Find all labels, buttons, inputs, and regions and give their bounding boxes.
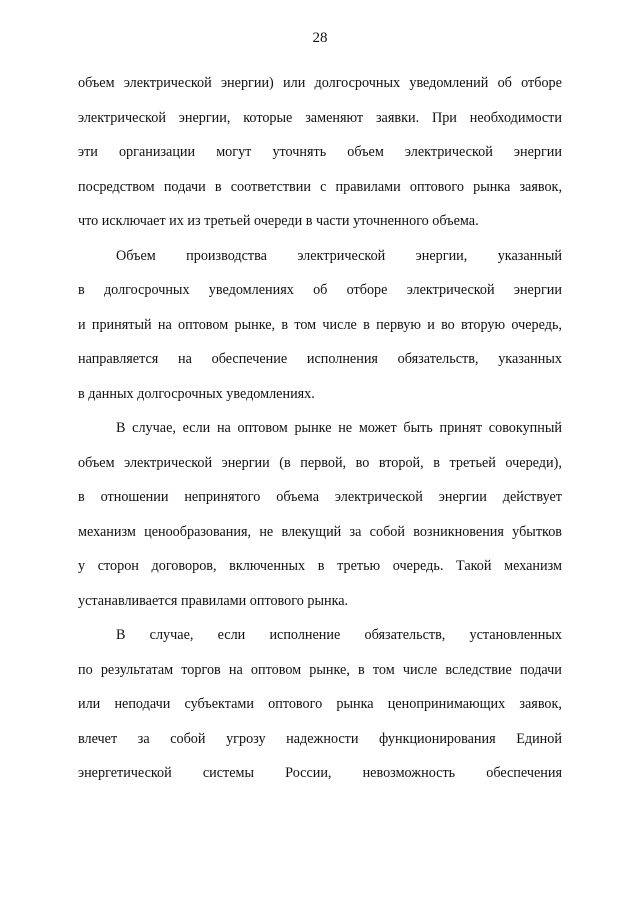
word: очередь. [392,558,444,574]
word: заявок, [519,696,562,712]
word: отношении [100,489,169,505]
word: исполнение [269,627,341,643]
word: том [372,661,395,678]
word: если [182,420,211,436]
text-line: в данных долгосрочных уведомлениях. [78,385,315,402]
word: объем [78,454,115,471]
text-line [78,170,562,205]
text-line [78,480,562,515]
word: энергии) [220,75,274,91]
word: с [320,178,327,195]
word: (в [279,454,291,471]
page-number: 28 [312,30,328,46]
word: отборе [346,282,388,298]
paragraph [78,239,562,412]
word: исполнения [306,351,378,367]
word: установленных [469,627,562,643]
word: если [217,627,246,643]
word: в [78,489,85,505]
word: ценопринимающих [387,696,506,712]
word: электрической [406,282,495,298]
text-line [78,308,562,343]
word: оптовом [250,661,302,678]
word: неподачи [114,696,171,712]
word: за [137,730,150,747]
word: не [338,420,353,436]
word: могут [216,144,252,160]
word: объема [276,489,319,505]
word: влечет [78,730,118,747]
word: первой, [300,454,347,471]
word: Единой [516,730,562,747]
body-text [78,66,562,791]
word: включенных [229,558,306,574]
word: и [78,316,86,333]
word: посредством [78,178,155,195]
word: том [294,316,317,333]
word: числе [402,661,438,678]
word: заменяют [305,109,364,126]
word: Такой [456,558,492,574]
word: надежности [286,730,359,747]
text-line [78,756,562,791]
word: долгосрочных [103,282,190,298]
word: организации [118,144,196,160]
word: в [281,316,289,333]
word: В [116,420,126,436]
word: рынке, [309,661,350,678]
word: случае, [132,420,176,436]
word: В [116,627,126,643]
word: указанных [498,351,562,367]
word: очереди), [505,454,562,471]
word: ценообразования, [144,523,252,540]
word: убытков [512,523,562,540]
word: уведомлений [409,75,489,91]
word: собой [369,523,405,540]
word: оптовом [237,420,288,436]
paragraph [78,618,562,791]
word: в [433,454,440,471]
word: второй, [378,454,424,471]
word: рынке, [234,316,276,333]
word: или [283,75,306,91]
word: у [78,558,86,574]
word: При [431,109,457,126]
word: обязательств, [397,351,479,367]
paragraph [78,411,562,618]
word: сторон [97,558,139,574]
word: в [317,558,325,574]
word: об [497,75,512,91]
word: третью [337,558,381,574]
word: энергии, [178,109,231,126]
word: механизм [78,523,136,540]
text-line [78,101,562,136]
text-line [78,618,562,653]
word: объем [347,144,384,160]
word: правилами [335,178,401,195]
word: на [228,661,243,678]
word: электрической [334,489,423,505]
word: во [441,316,455,333]
word: подачи [163,178,206,195]
word: России, [285,765,332,781]
word: непринятого [184,489,261,505]
word: энергетической [78,765,172,781]
text-line [78,135,562,170]
word: или [78,696,101,712]
word: которые [243,109,293,126]
word: энергии [513,144,562,160]
word: в [363,316,370,333]
word: третьей [449,454,496,471]
text-line: устанавливается правилами оптового рынка. [78,592,349,609]
word: функционирования [379,730,496,747]
word: объем [78,75,115,91]
text-line [78,446,562,481]
word: договоров, [151,558,217,574]
word: числе [322,316,357,333]
text-line [78,722,562,757]
word: на [216,420,231,436]
word: указанный [497,247,562,264]
text-line [78,411,562,446]
word: обеспечение [211,351,288,367]
word: энергии [513,282,562,298]
paragraph [78,66,562,239]
text-line [78,239,562,274]
word: собой [170,730,206,747]
word: производства [186,247,267,264]
word: совокупный [488,420,562,436]
word: принят [439,420,483,436]
word: электрической [124,454,213,471]
word: по [78,661,93,678]
word: результатам [100,661,174,678]
word: обязательств, [364,627,446,643]
word: вследствие [445,661,512,678]
word: обеспечения [486,765,562,781]
word: заявки. [375,109,420,126]
word: соответствии [230,178,311,195]
word: в [358,661,365,678]
word: необходимости [469,109,562,126]
word: эти [78,144,98,160]
text-line [78,273,562,308]
word: оптового [409,178,464,195]
word: оптового [268,696,323,712]
word: подачи [519,661,562,678]
word: во [355,454,370,471]
word: случае, [149,627,194,643]
word: в [78,282,85,298]
text-line [78,515,562,550]
word: и [427,316,435,333]
word: вторую [461,316,506,333]
word: энергии [438,489,487,505]
word: отборе [521,75,562,91]
text-line [78,653,562,688]
word: торгов [181,661,221,678]
word: заявок, [519,178,562,195]
word: в [214,178,222,195]
word: электрической [297,247,386,264]
word: уведомлениях [208,282,294,298]
word: очередь, [511,316,562,333]
word: механизм [504,558,562,574]
word: невозможность [362,765,456,781]
text-line [78,342,562,377]
word: рынке [294,420,332,436]
word: электрической [123,75,212,91]
word: первую [376,316,421,333]
word: рынка [473,178,511,195]
word: за [349,523,362,540]
text-line [78,687,562,722]
word: может [358,420,397,436]
word: системы [202,765,255,781]
word: энергии, [415,247,468,264]
word: принятый [91,316,152,333]
word: на [178,351,192,367]
word: электрической [404,144,493,160]
word: оптовом [178,316,229,333]
word: уточнять [272,144,327,160]
word: субъектами [184,696,254,712]
word: энергии [221,454,270,471]
word: угрозу [226,730,266,747]
text-line [78,66,562,101]
word: возникновения [413,523,504,540]
word: об [313,282,328,298]
word: не [259,523,274,540]
word: Объем [116,247,156,264]
word: влекущий [281,523,342,540]
word: долгосрочных [314,75,401,91]
word: электрической [78,109,166,126]
word: рынка [336,696,374,712]
word: быть [403,420,433,436]
text-line: что исключает их из третьей очереди в части уточненного объема. [78,213,479,229]
word: действует [502,489,562,505]
word: на [157,316,172,333]
text-line [78,549,562,584]
word: направляется [78,351,159,367]
